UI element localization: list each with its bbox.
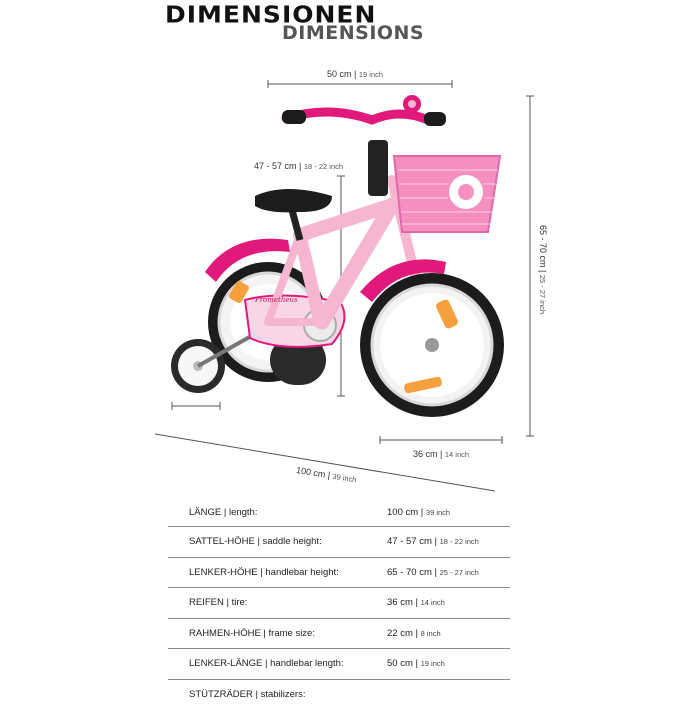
table-row [168, 679, 510, 709]
handlebar-height-label: 65 - 70 cm | 25 - 27 inch [538, 225, 548, 315]
spec-label: SATTEL-HÖHE | saddle height: [168, 527, 387, 558]
saddle-height-label: 47 - 57 cm | 18 - 22 inch [254, 161, 344, 171]
spec-value: 47 - 57 cm | 18 - 22 inch [387, 527, 510, 558]
front-wheel [360, 273, 504, 417]
table-row [168, 649, 510, 680]
spec-label: LÄNGE | length: [168, 498, 387, 527]
tire-size-label: 36 cm | 14 inch [413, 449, 470, 459]
table-row [168, 557, 510, 588]
table-row [168, 498, 510, 527]
spec-label: LENKER-LÄNGE | handlebar length: [168, 649, 387, 680]
page-title: DIMENSIONEN [165, 1, 377, 28]
spec-value: 65 - 70 cm | 25 - 27 inch [387, 557, 510, 588]
saddle [255, 189, 332, 212]
spec-label: STÜTZRÄDER | stabilizers: [189, 688, 306, 700]
spec-value: 36 cm | 14 inch [387, 588, 510, 619]
handlebar [282, 95, 446, 126]
specs-table [168, 498, 510, 709]
spec-label: REIFEN | tire: [168, 588, 387, 619]
page-subtitle: DIMENSIONS [282, 22, 425, 44]
spec-value [387, 679, 510, 709]
spec-value: 100 cm | 39 inch [387, 498, 510, 527]
handlebar-width-label: 50 cm | 19 inch [327, 69, 384, 79]
table-row [168, 618, 510, 649]
front-basket [394, 156, 500, 232]
frame-brand-text: Prometheus [255, 296, 298, 304]
spec-value: 22 cm | 8 inch [387, 618, 510, 649]
table-row [168, 588, 510, 619]
length-label: 100 cm | 39 inch [295, 465, 358, 485]
stem [368, 140, 388, 196]
spec-label: RAHMEN-HÖHE | frame size: [168, 618, 387, 649]
table-row [168, 527, 510, 558]
spec-label: LENKER-HÖHE | handlebar height: [168, 557, 387, 588]
spec-value: 50 cm | 19 inch [387, 649, 510, 680]
